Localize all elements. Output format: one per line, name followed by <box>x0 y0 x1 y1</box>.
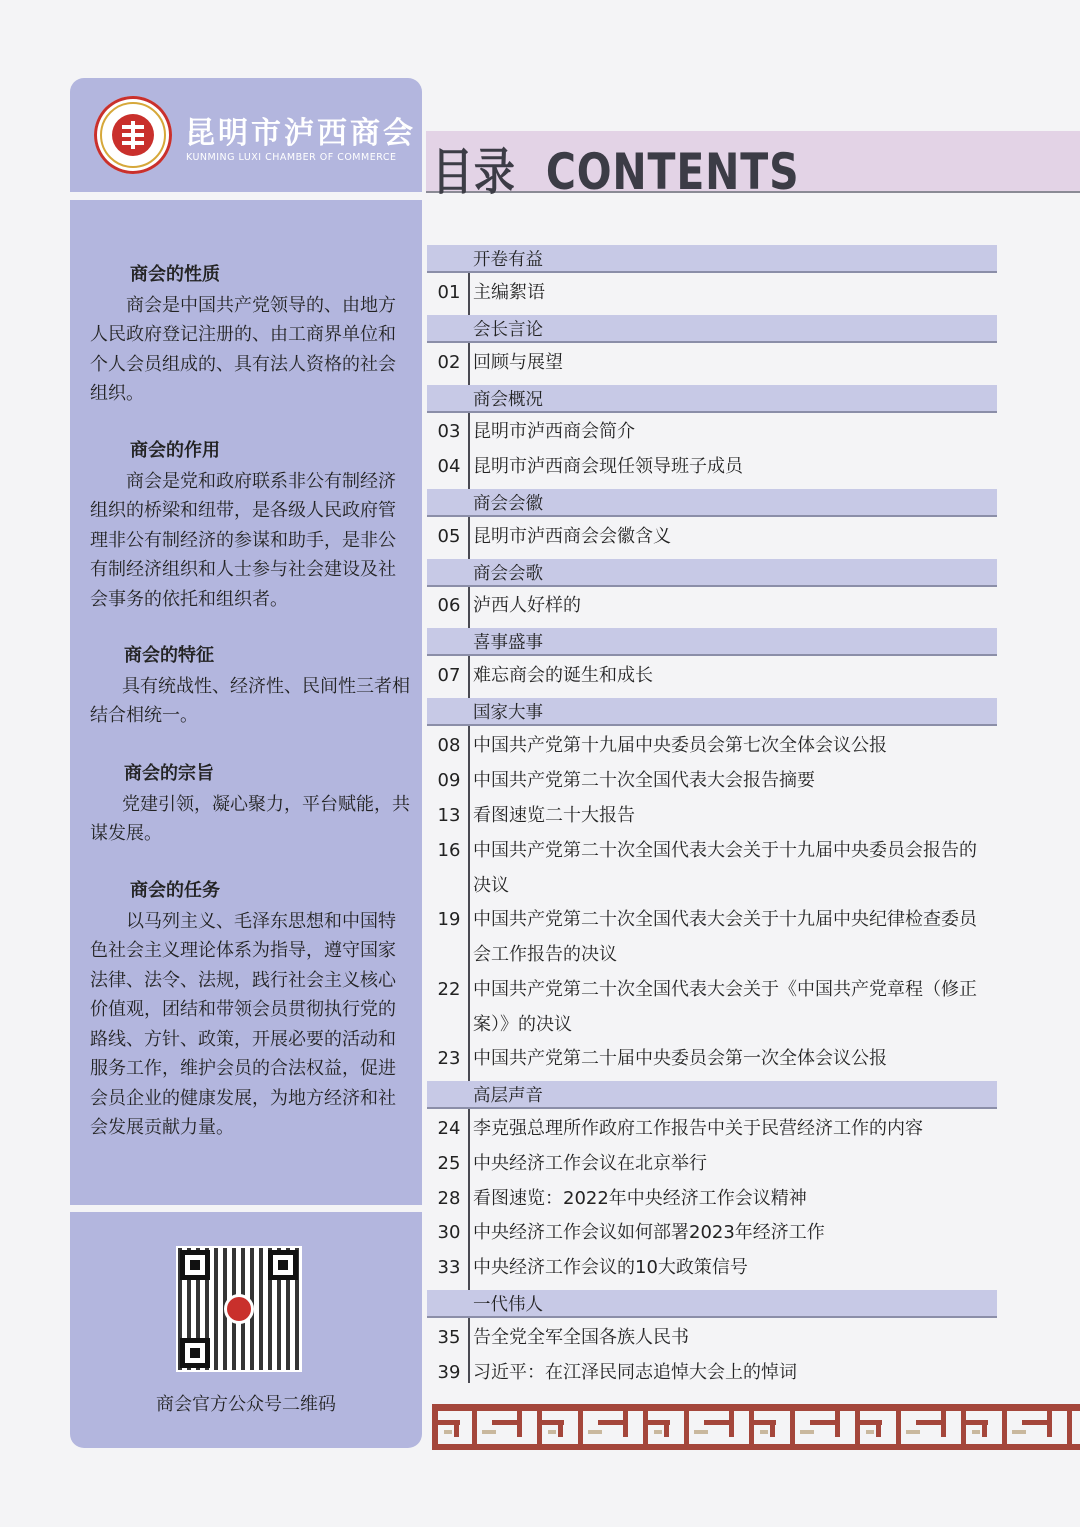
toc-category: 国家大事 <box>427 698 997 726</box>
toc-page: 22 <box>437 979 461 1000</box>
logo-name-cn: 昆明市泸西商会 <box>185 116 416 151</box>
intro-heading: 商会的任务 <box>130 880 220 901</box>
toc-page: 28 <box>437 1188 461 1209</box>
toc-page: 02 <box>437 352 461 373</box>
logo-name-en: KUNMING LUXI CHAMBER OF COMMERCE <box>186 152 397 163</box>
fret-border-decoration <box>432 1404 1080 1452</box>
toc-title: 回顾与展望 <box>473 352 563 373</box>
toc-page: 04 <box>437 456 461 477</box>
intro-section-purpose <box>90 759 410 849</box>
intro-text: 商会是党和政府联系非公有制经济组织的桥梁和纽带，是各级人民政府管理非公有制经济的参谋和助手，是非公有制经济组织和人士参与社会建设及社会事务的依托和组织者。 <box>90 470 396 610</box>
toc-category: 商会会歌 <box>427 559 997 587</box>
toc-page: 06 <box>437 595 461 616</box>
toc-title: 看图速览二十大报告 <box>473 805 635 826</box>
toc-title: 中央经济工作会议如何部署2023年经济工作 <box>473 1222 825 1243</box>
toc-page: 24 <box>437 1118 461 1139</box>
intro-heading: 商会的作用 <box>130 440 220 461</box>
toc-page: 09 <box>437 770 461 791</box>
intro-text: 商会是中国共产党领导的、由地方人民政府登记注册的、由工商界单位和个人会员组成的、具有法人资格的社会组织。 <box>90 294 396 404</box>
toc-page: 30 <box>437 1222 461 1243</box>
toc-category: 喜事盛事 <box>427 628 997 656</box>
intro-heading: 商会的宗旨 <box>124 763 214 784</box>
toc-title: 主编絮语 <box>473 282 545 303</box>
toc-page: 05 <box>437 526 461 547</box>
toc-title: 中国共产党第十九届中央委员会第七次全体会议公报 <box>473 735 887 756</box>
toc-title: 昆明市泸西商会现任领导班子成员 <box>473 456 743 477</box>
toc-title: 看图速览：2022年中央经济工作会议精神 <box>473 1188 807 1209</box>
toc-page: 07 <box>437 665 461 686</box>
intro-panel <box>70 200 422 1205</box>
toc-divider <box>468 250 470 1383</box>
intro-heading: 商会的特征 <box>124 645 214 666</box>
toc-page: 35 <box>437 1327 461 1348</box>
qr-logo-icon <box>224 1294 254 1324</box>
toc-page: 33 <box>437 1257 461 1278</box>
toc-title: 昆明市泸西商会简介 <box>473 421 635 442</box>
intro-section-role <box>90 436 410 614</box>
toc-page: 16 <box>437 840 461 861</box>
toc-page: 03 <box>437 421 461 442</box>
intro-text: 以马列主义、毛泽东思想和中国特色社会主义理论体系为指导，遵守国家法律、法令、法规，践行社会主义核心价值观，团结和带领会员贯彻执行党的路线、方针、政策，开展必要的活动和服务工作，维护会员的合法权益，促进会员企业的健康发展，为地方经济和社会发展贡献力量。 <box>90 910 396 1138</box>
toc-page: 25 <box>437 1153 461 1174</box>
intro-section-features <box>90 641 410 731</box>
toc-page: 39 <box>437 1362 461 1383</box>
toc-page: 19 <box>437 909 461 930</box>
intro-heading: 商会的性质 <box>130 264 220 285</box>
qr-caption: 商会官方公众号二维码 <box>156 1394 336 1415</box>
toc-title: 难忘商会的诞生和成长 <box>473 665 653 686</box>
toc-title: 告全党全军全国各族人民书 <box>473 1327 689 1348</box>
toc-title: 中央经济工作会议的10大政策信号 <box>473 1257 748 1278</box>
toc-category: 商会会徽 <box>427 489 997 517</box>
toc-category: 一代伟人 <box>427 1290 997 1318</box>
intro-text: 具有统战性、经济性、民间性三者相结合相统一。 <box>90 675 410 726</box>
contents-title: 目录 CONTENTS <box>432 143 800 201</box>
intro-section-nature <box>90 260 410 409</box>
logo-panel <box>70 78 422 192</box>
toc-page: 01 <box>437 282 461 303</box>
toc-title: 中国共产党第二十次全国代表大会报告摘要 <box>473 770 815 791</box>
toc-title: 中国共产党第二十次全国代表大会关于十九届中央委员会报告的决议 <box>473 840 977 896</box>
toc-title: 中国共产党第二十届中央委员会第一次全体会议公报 <box>473 1048 887 1069</box>
qr-code-icon[interactable] <box>176 1246 302 1372</box>
qr-panel <box>70 1212 422 1448</box>
toc-title: 习近平：在江泽民同志追悼大会上的悼词 <box>473 1362 797 1383</box>
toc-page: 08 <box>437 735 461 756</box>
toc-title: 中国共产党第二十次全国代表大会关于《中国共产党章程（修正案）》的决议 <box>473 979 977 1035</box>
chamber-emblem-icon <box>94 96 172 174</box>
toc-title: 中央经济工作会议在北京举行 <box>473 1153 707 1174</box>
intro-section-tasks <box>90 876 410 1143</box>
toc-page: 23 <box>437 1048 461 1069</box>
toc-category: 会长言论 <box>427 315 997 343</box>
toc-title: 泸西人好样的 <box>473 595 581 616</box>
toc-category: 商会概况 <box>427 385 997 413</box>
toc-category: 开卷有益 <box>427 245 997 273</box>
toc-title: 昆明市泸西商会会徽含义 <box>473 526 671 547</box>
toc-title: 李克强总理所作政府工作报告中关于民营经济工作的内容 <box>473 1118 923 1139</box>
toc-category: 高层声音 <box>427 1081 997 1109</box>
toc-page: 13 <box>437 805 461 826</box>
intro-text: 党建引领，凝心聚力，平台赋能，共谋发展。 <box>90 793 410 844</box>
toc-title: 中国共产党第二十次全国代表大会关于十九届中央纪律检查委员会工作报告的决议 <box>473 909 977 965</box>
